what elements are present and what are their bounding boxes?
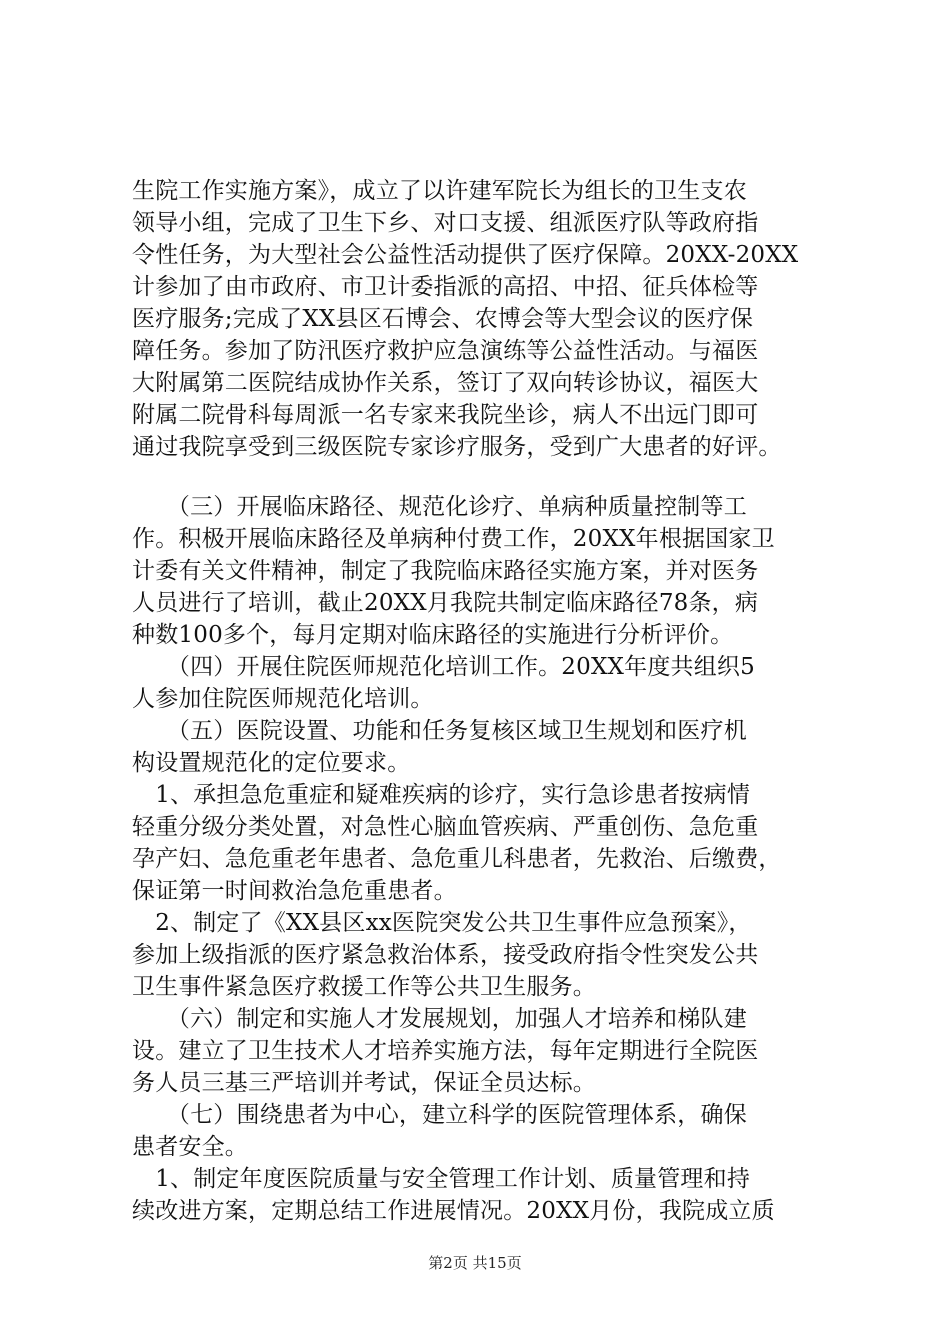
text-line: （三）开展临床路径、规范化诊疗、单病种质量控制等工 <box>132 494 747 520</box>
text-line: （四）开展住院医师规范化培训工作。20XX年度共组织5 <box>132 654 755 680</box>
text-line: 障任务。参加了防汛医疗救护应急演练等公益性活动。与福医 <box>132 338 759 364</box>
text-line: 计参加了由市政府、市卫计委指派的高招、中招、征兵体检等 <box>132 274 759 300</box>
text-line: 参加上级指派的医疗紧急救治体系，接受政府指令性突发公共 <box>132 942 759 968</box>
text-line: 2、制定了《XX县区xx医院突发公共卫生事件应急预案》， <box>132 910 752 936</box>
text-line: 通过我院享受到三级医院专家诊疗服务，受到广大患者的好评。 <box>132 434 782 460</box>
text-line: 1、制定年度医院质量与安全管理工作计划、质量管理和持 <box>132 1166 751 1192</box>
text-line: 卫生事件紧急医疗救援工作等公共卫生服务。 <box>132 974 596 1000</box>
text-line: 设。建立了卫生技术人才培养实施方法，每年定期进行全院医 <box>132 1038 759 1064</box>
text-line: 大附属第二医院结成协作关系，签订了双向转诊协议，福医大 <box>132 370 759 396</box>
text-line: 构设置规范化的定位要求。 <box>132 750 411 776</box>
text-line: 人参加住院医师规范化培训。 <box>132 686 434 712</box>
text-line: 务人员三基三严培训并考试，保证全员达标。 <box>132 1070 596 1096</box>
text-line: 轻重分级分类处置，对急性心脑血管疾病、严重创伤、急危重 <box>132 814 759 840</box>
text-line: 医疗服务;完成了XX县区石博会、农博会等大型会议的医疗保 <box>132 306 754 332</box>
text-line: 作。积极开展临床路径及单病种付费工作，20XX年根据国家卫 <box>132 526 775 552</box>
text-line: 患者安全。 <box>132 1134 248 1160</box>
page-number-footer: 第2页 共15页 <box>428 1254 522 1272</box>
document-body <box>132 175 832 1227</box>
text-line: 令性任务，为大型社会公益性活动提供了医疗保障。20XX-20XX <box>132 242 799 268</box>
text-line: （六）制定和实施人才发展规划，加强人才培养和梯队建 <box>132 1006 747 1032</box>
text-line: （七）围绕患者为中心，建立科学的医院管理体系，确保 <box>132 1102 747 1128</box>
text-line: 续改进方案，定期总结工作进展情况。20XX月份，我院成立质 <box>132 1198 775 1224</box>
text-line: 1、承担急危重症和疑难疾病的诊疗，实行急诊患者按病情 <box>132 782 751 808</box>
text-line: 孕产妇、急危重老年患者、急危重儿科患者，先救治、后缴费， <box>132 846 782 872</box>
text-line: 种数100多个，每月定期对临床路径的实施进行分析评价。 <box>132 622 734 648</box>
text-line: 人员进行了培训，截止20XX月我院共制定临床路径78条，病 <box>132 590 759 616</box>
paragraph-gap <box>132 463 832 491</box>
text-line: 保证第一时间救治急危重患者。 <box>132 878 457 904</box>
text-line: 生院工作实施方案》，成立了以许建军院长为组长的卫生支农 <box>132 178 747 204</box>
text-line: 计委有关文件精神，制定了我院临床路径实施方案，并对医务 <box>132 558 759 584</box>
text-line: （五）医院设置、功能和任务复核区域卫生规划和医疗机 <box>132 718 747 744</box>
text-line: 附属二院骨科每周派一名专家来我院坐诊，病人不出远门即可 <box>132 402 759 428</box>
text-line: 领导小组，完成了卫生下乡、对口支援、组派医疗队等政府指 <box>132 210 759 236</box>
